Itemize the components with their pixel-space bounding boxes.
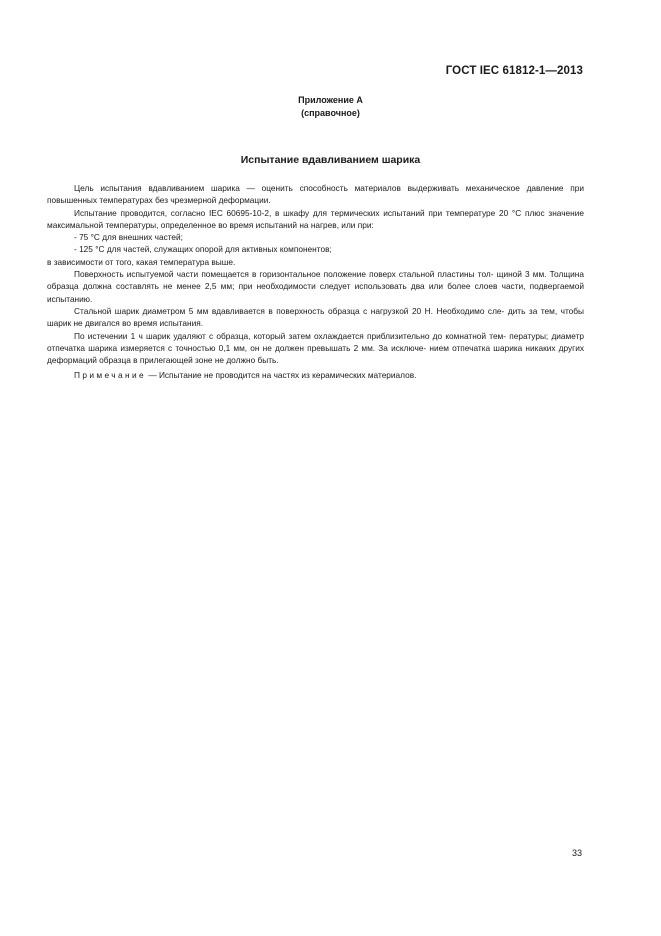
- note-label: Примечание: [74, 370, 147, 381]
- list-item: - 75 °С для внешних частей;: [74, 232, 183, 243]
- paragraph-procedure: [47, 207, 584, 232]
- annex-label: Приложение А: [298, 95, 363, 105]
- paragraph-surface: [47, 268, 584, 305]
- paragraph-result: [47, 330, 584, 367]
- text-line: или более слоев части, подвергаемой испытанию.: [47, 281, 584, 304]
- annex-heading: [0, 94, 661, 120]
- text-line: 20 °С плюс значение максимальной температуры, определенное во время испытаний на нагрев, или при:: [47, 207, 584, 230]
- paragraph-ball: [47, 305, 584, 330]
- text-line: Стальной шарик диаметром 5 мм вдавливается в поверхность образца с нагрузкой 20 Н. Необходимо сле-: [74, 305, 505, 316]
- text-line: По истечении 1 ч шарик удаляют с образца, который затем охлаждается приблизительно до комнатной тем-: [74, 330, 507, 341]
- note: [47, 369, 584, 381]
- text-line: Поверхность испытуемой части помещается в горизонтальное положение поверх стальной пластины тол-: [74, 269, 494, 280]
- annex-type: (справочное): [301, 108, 360, 118]
- text-line: давление при повышенных температурах без чрезмерной деформации.: [47, 183, 584, 206]
- page-number: 33: [571, 848, 582, 858]
- annex-title: Испытание вдавливанием шарика: [240, 154, 421, 166]
- paragraph-after-list: в зависимости от того, какая температура выше.: [47, 256, 236, 267]
- annex-body: [47, 182, 584, 382]
- text-line: пературы; диаметр отпечатка шарика измеряется с точностью 0,1 мм, он не должен превышать 2 мм. За исключе-: [47, 330, 584, 353]
- note-text: — Испытание не проводится на частях из керамических материалов.: [146, 370, 417, 381]
- text-line: щиной 3 мм. Толщина образца должна составлять не менее 2,5 мм; при необходимости следует использовать два: [47, 269, 584, 292]
- paragraph-purpose: [47, 182, 584, 207]
- text-line: дить за тем, чтобы шарик не двигался во время испытания.: [47, 305, 585, 329]
- standard-number: ГОСТ IEC 61812-1—2013: [445, 65, 583, 77]
- text-line: Испытание проводится, согласно IEC 60695-10-2, в шкафу для термических испытаний при температуре: [74, 207, 496, 218]
- list-item: - 125 °С для частей, служащих опорой для активных компонентов;: [74, 244, 332, 255]
- text-line: Цель испытания вдавливанием шарика — оценить способность материалов выдерживать механическое: [74, 183, 520, 193]
- text-line: нием отпечатка шарика никаких других деформаций образца в прилегающей зоне не должно быть.: [47, 342, 584, 366]
